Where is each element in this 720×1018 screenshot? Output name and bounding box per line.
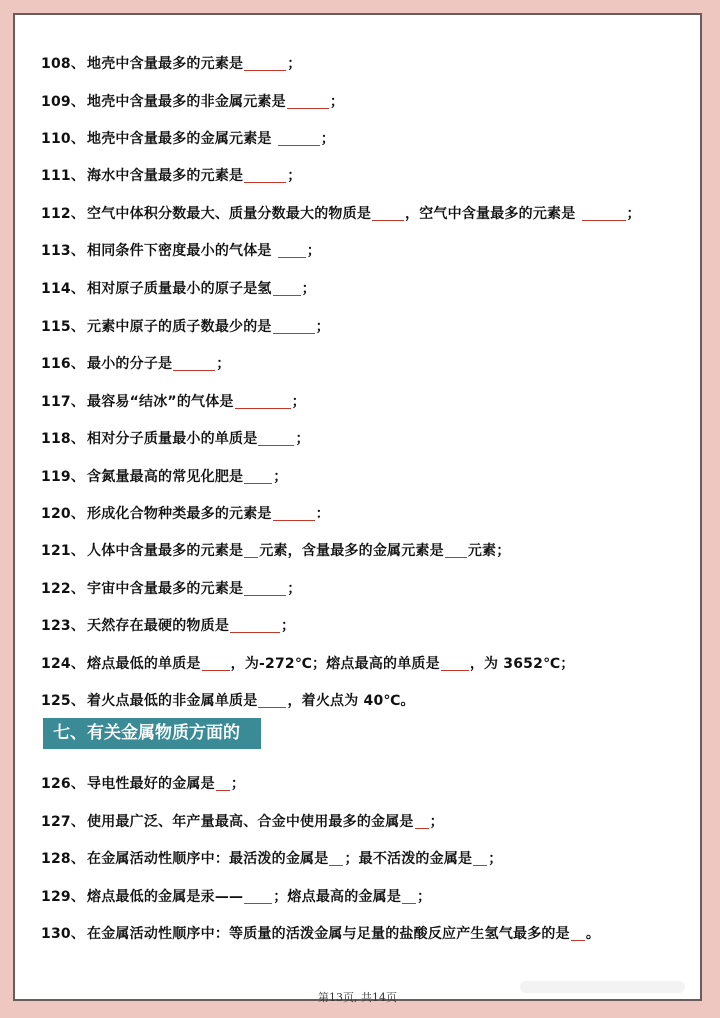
- question-text: ；: [306, 243, 321, 259]
- question-number: 124、: [41, 656, 86, 672]
- question-number: 114、: [41, 281, 86, 297]
- question-item: [41, 503, 330, 523]
- answer-blank: [244, 889, 272, 904]
- question-number: 112、: [41, 206, 86, 222]
- question-text: 地壳中含量最多的元素是: [87, 56, 244, 72]
- answer-blank: [173, 356, 215, 371]
- question-text: ；: [329, 94, 345, 110]
- question-number: 118、: [41, 431, 86, 447]
- question-text: ；: [281, 618, 296, 634]
- question-item: [41, 53, 301, 73]
- answer-blank: [273, 319, 315, 334]
- question-text: ；熔点最高的金属是: [273, 889, 402, 905]
- question-text: 相同条件下密度最小的气体是: [87, 243, 277, 259]
- question-text: 在金属活动性顺序中：等质量的活泼金属与足量的盐酸反应产生氢气最多的是: [87, 926, 570, 942]
- answer-blank: [244, 469, 272, 484]
- question-item: [41, 203, 641, 223]
- question-item: [41, 773, 245, 793]
- question-number: 108、: [41, 56, 86, 72]
- question-item: [41, 91, 344, 111]
- question-text: ，为 3652℃；: [469, 656, 575, 672]
- question-item: [41, 811, 444, 831]
- question-text: ；最不活泼的金属是: [344, 851, 473, 867]
- question-number: 123、: [41, 618, 86, 634]
- question-text: 最小的分子是: [87, 356, 173, 372]
- question-number: 125、: [41, 693, 86, 709]
- question-text: ；: [429, 814, 444, 830]
- question-number: 122、: [41, 581, 86, 597]
- answer-blank: [329, 851, 343, 866]
- page-footer: 第13页, 共14页: [318, 991, 397, 1004]
- question-item: [41, 690, 415, 710]
- question-text: ；: [230, 776, 246, 792]
- question-number: 113、: [41, 243, 86, 259]
- question-text: 海水中含量最多的元素是: [87, 168, 244, 184]
- answer-blank: [230, 618, 280, 633]
- question-text: 相对分子质量最小的单质是: [87, 431, 258, 447]
- question-item: [41, 278, 316, 298]
- question-text: ，着火点为 40℃。: [287, 693, 415, 709]
- answer-blank: [278, 243, 306, 258]
- question-text: 最容易“结冰”的气体是: [87, 394, 234, 410]
- question-item: [41, 353, 230, 373]
- question-text: ；: [320, 131, 335, 147]
- answer-blank: [571, 926, 585, 941]
- answer-blank: [445, 543, 467, 558]
- question-text: 熔点最低的单质是: [87, 656, 201, 672]
- answer-blank: [372, 206, 404, 221]
- question-item: [41, 240, 321, 260]
- question-item: [41, 391, 306, 411]
- question-number: 130、: [41, 926, 86, 942]
- answer-blank: [402, 889, 416, 904]
- answer-blank: [273, 506, 315, 521]
- question-item: [41, 540, 510, 560]
- question-text: ；: [417, 889, 432, 905]
- question-text: 含氮量最高的常见化肥是: [87, 469, 244, 485]
- answer-blank: [582, 206, 626, 221]
- question-number: 110、: [41, 131, 86, 147]
- question-text: ；: [315, 319, 330, 335]
- question-text: 。: [585, 926, 601, 942]
- question-item: [41, 923, 600, 943]
- question-text: ；: [287, 56, 302, 72]
- question-number: 128、: [41, 851, 86, 867]
- answer-blank: [441, 656, 469, 671]
- question-text: 元素；: [467, 543, 511, 559]
- question-text: 在金属活动性顺序中：最活泼的金属是: [87, 851, 329, 867]
- answer-blank: [415, 814, 429, 829]
- question-text: 相对原子质量最小的原子是氢: [87, 281, 272, 297]
- question-text: ；: [295, 431, 310, 447]
- answer-blank: [202, 656, 230, 671]
- question-text: ：: [315, 506, 330, 522]
- question-text: 形成化合物种类最多的元素是: [87, 506, 272, 522]
- question-number: 120、: [41, 506, 86, 522]
- document-page: [13, 13, 702, 1004]
- question-text: 元素中原子的质子数最少的是: [87, 319, 272, 335]
- question-text: 使用最广泛、年产量最高、合金中使用最多的金属是: [87, 814, 414, 830]
- section-heading: 七、有关金属物质方面的: [43, 718, 261, 749]
- answer-blank: [473, 851, 487, 866]
- question-number: 111、: [41, 168, 86, 184]
- question-number: 121、: [41, 543, 86, 559]
- question-number: 109、: [41, 94, 86, 110]
- answer-blank: [287, 94, 329, 109]
- answer-blank: [244, 543, 258, 558]
- answer-blank: [216, 776, 230, 791]
- question-number: 116、: [41, 356, 86, 372]
- question-text: 空气中体积分数最大、质量分数最大的物质是: [87, 206, 372, 222]
- question-item: [41, 848, 502, 868]
- answer-blank: [244, 581, 286, 596]
- answer-blank: [244, 56, 286, 71]
- question-number: 126、: [41, 776, 86, 792]
- question-text: 天然存在最硬的物质是: [87, 618, 230, 634]
- question-text: ，空气中含量最多的元素是: [405, 206, 581, 222]
- question-text: ；: [626, 206, 641, 222]
- question-text: ；: [301, 281, 316, 297]
- answer-blank: [244, 168, 286, 183]
- question-text: 着火点最低的非金属单质是: [87, 693, 258, 709]
- question-text: ；: [287, 581, 302, 597]
- question-text: 导电性最好的金属是: [87, 776, 215, 792]
- question-text: 熔点最低的金属是汞——: [87, 889, 244, 905]
- question-text: 地壳中含量最多的非金属元素是: [87, 94, 286, 110]
- question-number: 117、: [41, 394, 86, 410]
- question-text: ；: [216, 356, 231, 372]
- question-item: [41, 653, 574, 673]
- question-number: 115、: [41, 319, 86, 335]
- question-number: 129、: [41, 889, 86, 905]
- question-text: 人体中含量最多的元素是: [87, 543, 244, 559]
- answer-blank: [278, 131, 320, 146]
- question-number: 119、: [41, 469, 86, 485]
- question-text: ；: [273, 469, 288, 485]
- answer-blank: [235, 394, 291, 409]
- question-item: [41, 128, 335, 148]
- question-number: 127、: [41, 814, 86, 830]
- question-item: [41, 615, 295, 635]
- question-item: [41, 578, 301, 598]
- question-item: [41, 165, 301, 185]
- question-text: 地壳中含量最多的金属元素是: [87, 131, 277, 147]
- answer-blank: [273, 281, 301, 296]
- question-item: [41, 316, 330, 336]
- question-text: 元素，含量最多的金属元素是: [259, 543, 444, 559]
- question-item: [41, 428, 310, 448]
- question-text: ；: [291, 394, 306, 410]
- question-text: 宇宙中含量最多的元素是: [87, 581, 244, 597]
- question-text: ，为-272℃；熔点最高的单质是: [230, 656, 440, 672]
- question-text: ；: [488, 851, 503, 867]
- answer-blank: [258, 693, 286, 708]
- answer-blank: [258, 431, 294, 446]
- question-item: [41, 886, 431, 906]
- question-text: ；: [287, 168, 302, 184]
- question-item: [41, 466, 287, 486]
